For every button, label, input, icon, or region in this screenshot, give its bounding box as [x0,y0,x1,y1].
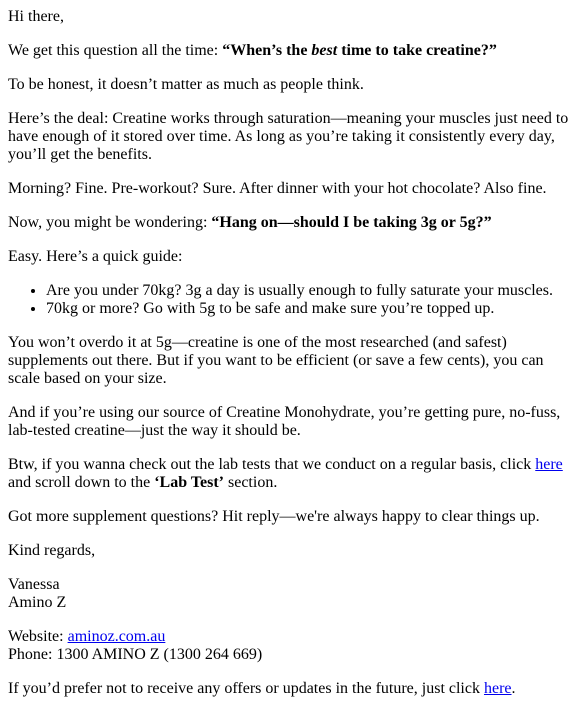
lab-test-text: Btw, if you wanna check out the lab tests that we conduct on a regular basis, click [8,456,536,473]
list-item: • 70kg or more? Go with 5g to be safe and make sure you’re topped up. [46,300,572,318]
contact-block [8,628,572,664]
dosage-guide-list [8,282,572,318]
overdo-paragraph: You won’t overdo it at 5g—creatine is one of the most researched (and safest) supplements out there. But if you want to be efficient (or save a few cents), you can scale based on your size. [8,334,544,387]
intro-question-open: “When’s the [222,42,312,59]
lab-test-paragraph [8,456,572,492]
intro-text: We get this question all the time: [8,42,223,59]
lab-test-text-middle: and scroll down to the [8,474,155,491]
list-item: • Are you under 70kg? 3g a day is usually enough to fully saturate your muscles. [46,282,572,300]
signature-name: Vanessa [8,576,60,593]
timing-paragraph: Morning? Fine. Pre-workout? Sure. After dinner with your hot chocolate? Also fine. [8,180,547,197]
guide-intro: Easy. Here’s a quick guide: [8,248,183,265]
deal-paragraph: Here’s the deal: Creatine works through saturation—meaning your muscles just need to have enough of it stored over time. As long as you’re taking it consistently every day, you’ll get the benefits. [8,110,569,163]
lab-test-section-name: ‘Lab Test’ [154,474,224,491]
intro-question-close: time to take creatine?” [337,42,497,59]
intro-question-emphasis: best [311,42,338,59]
greeting: Hi there, [8,8,64,25]
unsubscribe-text-end: . [511,680,516,697]
phone-line: Phone: 1300 AMINO Z (1300 264 669) [8,646,263,663]
signature-block [8,576,572,612]
honest-paragraph: To be honest, it doesn’t matter as much as people think. [8,76,364,93]
signature-company: Amino Z [8,594,67,611]
intro-question [222,42,497,59]
unsubscribe-link[interactable]: here [483,680,512,697]
questions-paragraph: Got more supplement questions? Hit reply—we're always happy to clear things up. [8,508,540,525]
website-label: Website: [8,628,68,645]
source-paragraph: And if you’re using our source of Creatine Monohydrate, you’re getting pure, no-fuss, lab-tested creatine—just the way it should be. [8,404,561,439]
signoff: Kind regards, [8,542,96,559]
lab-test-text-end: section. [224,474,278,491]
wondering-question: “Hang on—should I be taking 3g or 5g?” [211,214,492,231]
wondering-paragraph [8,214,572,232]
lab-test-link[interactable]: here [535,456,563,473]
unsubscribe-text: If you’d prefer not to receive any offers or updates in the future, just click [8,680,484,697]
unsubscribe-paragraph [8,680,572,698]
wondering-text: Now, you might be wondering: [8,214,212,231]
intro-paragraph [8,42,572,60]
website-link[interactable]: aminoz.com.au [67,628,166,645]
